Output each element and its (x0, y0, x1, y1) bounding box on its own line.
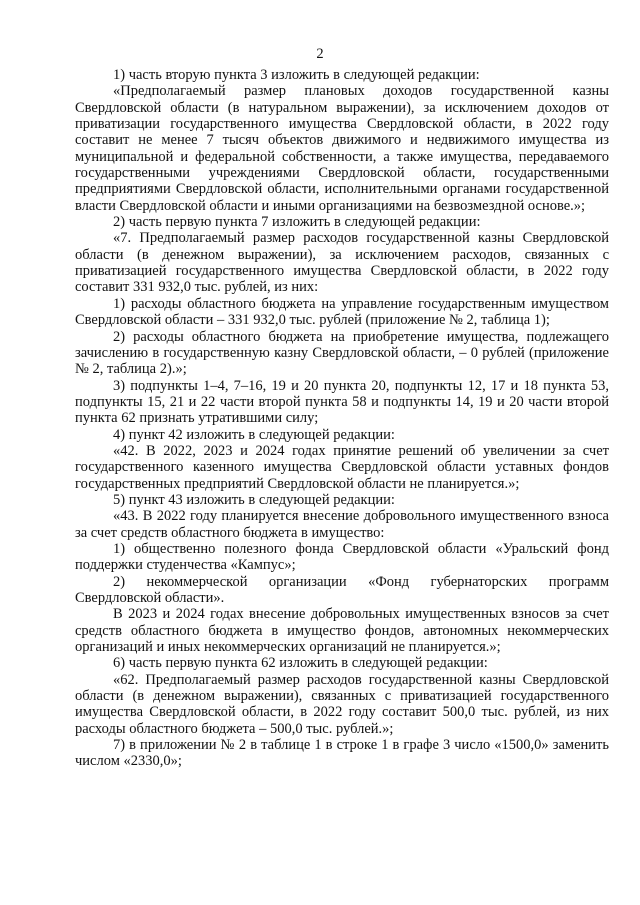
paragraph-quote-item-62: «62. Предполагаемый размер расходов государственной казны Свердловской области (в денежном выражении), связанных с приватизацией государственного имущества Свердловской области, в 2022 году составит 500,0 тыс. рублей, из них расходы областного бюджета – 500,0 тыс. рублей.»; (75, 671, 609, 737)
page-number: 2 (316, 46, 324, 62)
paragraph-item-5: 5) пункт 43 изложить в следующей редакции: (113, 491, 395, 508)
paragraph-subitem-2: 2) расходы областного бюджета на приобретение имущества, подлежащего зачислению в государственную казну Свердловской области, – 0 рублей (приложение № 2, таблица 2).»; (75, 328, 609, 378)
paragraph-subitem-fund-1: 1) общественно полезного фонда Свердловской области «Уральский фонд поддержки студенчества «Кампус»; (75, 540, 609, 574)
paragraph-quote-item-7: «7. Предполагаемый размер расходов государственной казны Свердловской области (в денежном выражении), за исключением расходов, связанных с приватизацией государственного имущества Свердловской области, в 2022 году составит 331 932,0 тыс. рублей, из них: (75, 230, 609, 296)
paragraph-item-7: 7) в приложении № 2 в таблице 1 в строке 1 в графе 3 число «1500,0» заменить числом «2330,0»; (75, 737, 609, 770)
paragraph-quote-item-3: «Предполагаемый размер плановых доходов государственной казны Свердловской области (в натуральном выражении), за исключением доходов от приватизации государственного имущества Свердловской области, в 2022 году составит не менее 7 тысяч объектов движимого и недвижимого имущества из муниципальной и федеральной собственности, а также имущества, передаваемого государственными учреждениями Свердловской области, государственными предприятиями Свердловской области, исполнительными органами государственной власти Свердловской области и иными организациями на безвозмездной основе.»; (75, 83, 609, 214)
paragraph-years-2023-2024: В 2023 и 2024 годах внесение добровольных имущественных взносов за счет средств областного бюджета в имущество фондов, автономных некоммерческих организаций и иных некоммерческих организаций не планируется.»; (75, 606, 609, 656)
paragraph-quote-item-42: «42. В 2022, 2023 и 2024 годах принятие решений об увеличении за счет государственного казенного имущества Свердловской области уставных фондов государственных предприятий Свердловской области не планируется.»; (75, 442, 609, 492)
paragraph-subitem-fund-2: 2) некоммерческой организации «Фонд губернаторских программ Свердловской области». (75, 573, 609, 606)
paragraph-item-1: 1) часть вторую пункта 3 изложить в следующей редакции: (113, 67, 480, 83)
paragraph-quote-item-43: «43. В 2022 году планируется внесение добровольного имущественного взноса за счет средств областного бюджета в имущество: (75, 508, 609, 541)
paragraph-item-2: 2) часть первую пункта 7 изложить в следующей редакции: (113, 214, 481, 231)
paragraph-item-6: 6) часть первую пункта 62 изложить в следующей редакции: (113, 655, 488, 672)
document-body (75, 67, 609, 770)
paragraph-item-3: 3) подпункты 1–4, 7–16, 19 и 20 пункта 20, подпункты 12, 17 и 18 пункта 53, подпункты 15, 21 и 22 части второй пункта 58 и подпункты 14, 19 и 20 части второй пункта 62 признать утратившими силу; (75, 377, 609, 427)
paragraph-subitem-1: 1) расходы областного бюджета на управление государственным имуществом Свердловской области – 331 932,0 тыс. рублей (приложение № 2, таблица 1); (75, 295, 609, 329)
paragraph-item-4: 4) пункт 42 изложить в следующей редакции: (113, 426, 395, 443)
